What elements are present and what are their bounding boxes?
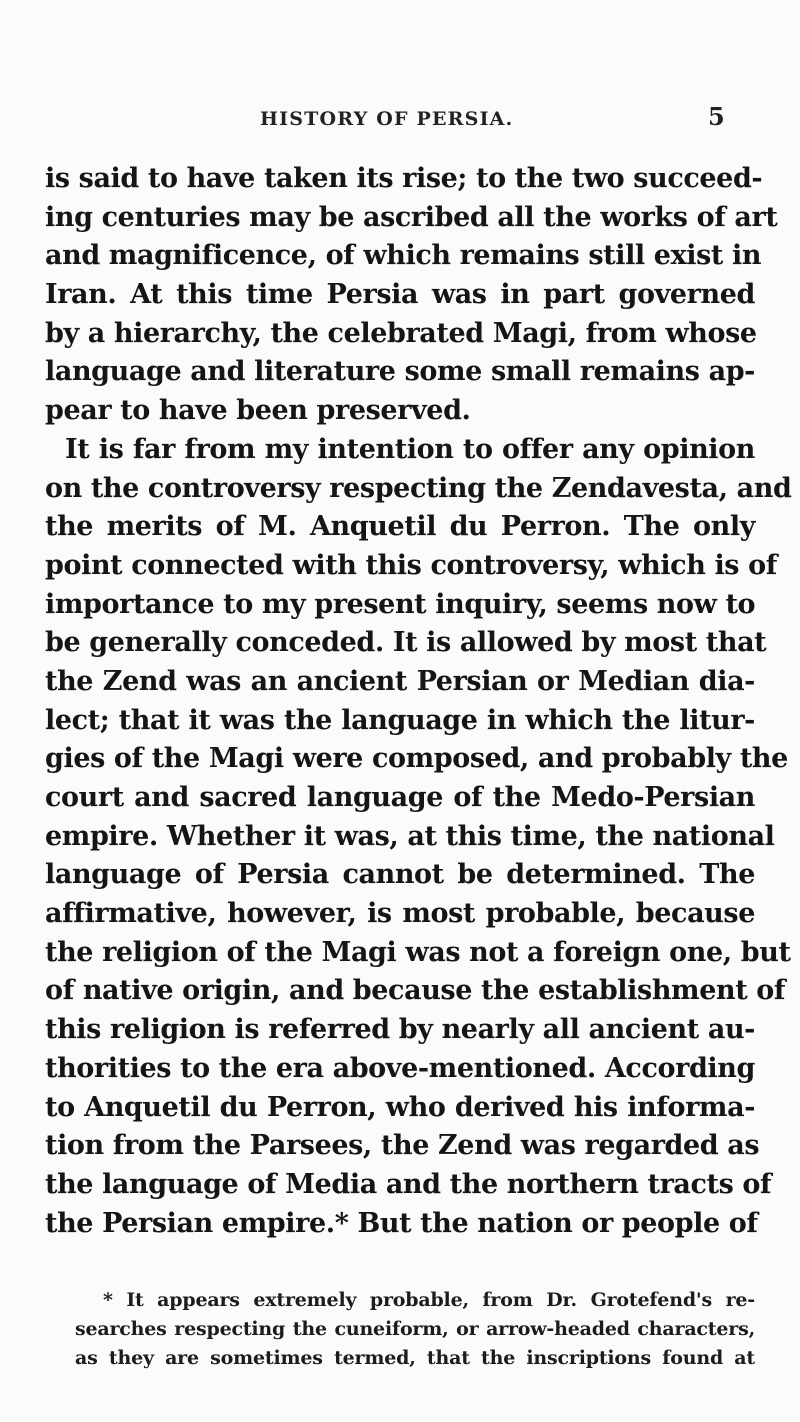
text-line: empire. Whether it was, at this time, the national bbox=[45, 820, 775, 852]
text-line: pear to have been preserved. bbox=[45, 395, 471, 427]
text-line: the language of Media and the northern tracts of bbox=[45, 1168, 772, 1200]
text-line: court and sacred language of the Medo-Persian bbox=[45, 782, 755, 813]
text-line: by a hierarchy, the celebrated Magi, from whose bbox=[45, 317, 757, 349]
text-line: of native origin, and because the establishment of bbox=[45, 975, 786, 1007]
footnote-line: as they are sometimes termed, that the inscriptions found at bbox=[75, 1347, 755, 1369]
running-head: HISTORY OF PERSIA. bbox=[260, 108, 514, 130]
text-line: lect; that it was the language in which the litur- bbox=[45, 704, 755, 736]
text-line: gies of the Magi were composed, and probably the bbox=[45, 743, 788, 775]
text-line: be generally conceded. It is allowed by most that bbox=[45, 627, 767, 659]
text-line: the Zend was an ancient Persian or Median dia- bbox=[45, 665, 755, 697]
text-line: the Persian empire.* But the nation or people of bbox=[45, 1207, 758, 1239]
text-line: thorities to the era above-mentioned. According bbox=[45, 1052, 755, 1084]
text-line: the religion of the Magi was not a foreign one, but bbox=[45, 936, 791, 968]
text-line: is said to have taken its rise; to the two succeed- bbox=[45, 163, 763, 194]
text-line: Iran. At this time Persia was in part governed bbox=[45, 279, 755, 311]
text-line: to Anquetil du Perron, who derived his informa- bbox=[45, 1091, 755, 1123]
text-line: It is far from my intention to offer any opinion bbox=[65, 433, 755, 465]
text-line: importance to my present inquiry, seems now to bbox=[45, 588, 756, 620]
text-line: language and literature some small remains ap- bbox=[45, 356, 755, 388]
text-line: the merits of M. Anquetil du Perron. The only bbox=[45, 511, 755, 543]
text-line: tion from the Parsees, the Zend was regarded as bbox=[45, 1130, 760, 1162]
text-line: on the controversy respecting the Zendavesta, and bbox=[45, 472, 792, 504]
footnote bbox=[75, 1286, 755, 1373]
text-line: this religion is referred by nearly all ancient au- bbox=[45, 1014, 755, 1046]
footnote-line: * It appears extremely probable, from Dr. Grotefend's re- bbox=[103, 1289, 755, 1311]
text-line: ing centuries may be ascribed all the works of art bbox=[45, 201, 778, 233]
page-header bbox=[0, 98, 800, 142]
text-line: point connected with this controversy, which is of bbox=[45, 549, 777, 581]
text-line: affirmative, however, is most probable, because bbox=[45, 898, 755, 930]
footnote-line: searches respecting the cuneiform, or arrow-headed characters, bbox=[75, 1318, 755, 1340]
body-text bbox=[45, 160, 792, 1243]
text-line: language of Persia cannot be determined. The bbox=[45, 859, 755, 891]
text-line: and magnificence, of which remains still exist in bbox=[45, 240, 762, 272]
page-number: 5 bbox=[708, 102, 725, 131]
